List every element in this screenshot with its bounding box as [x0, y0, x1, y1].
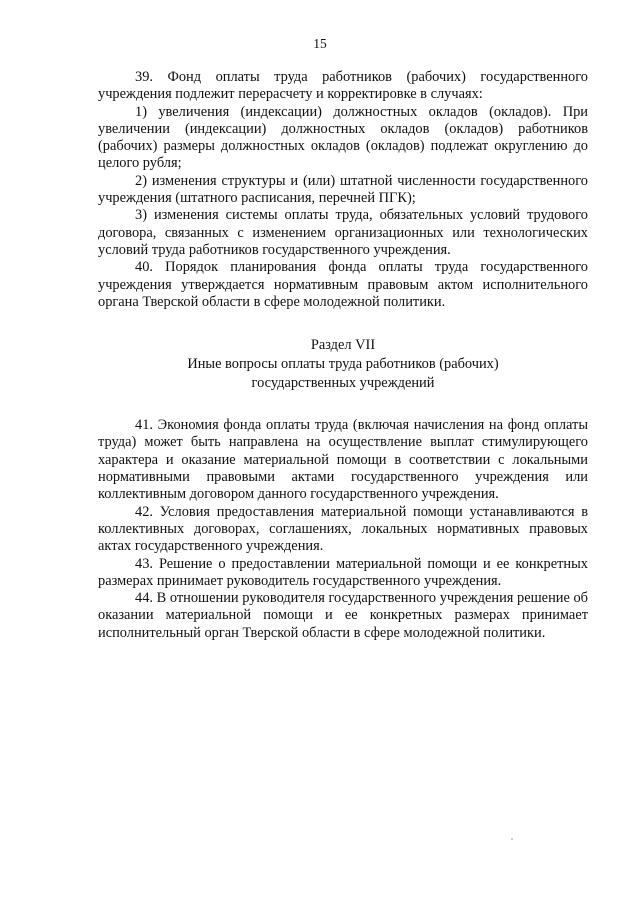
section-title-line-1: Иные вопросы оплаты труда работников (рабочих)	[187, 356, 499, 373]
list-item-3: 3) изменения системы оплаты труда, обязательных условий трудового договора, связанных с изменением организационных или технологических условий труда работников государственного учреждения.	[98, 207, 588, 258]
paragraph-39: 39. Фонд оплаты труда работников (рабочих) государственного учреждения подлежит перерасчету и корректировке в случаях:	[98, 69, 588, 103]
section-number: Раздел VII	[310, 337, 376, 354]
paragraph-40: 40. Порядок планирования фонда оплаты труда государственного учреждения утверждается нормативным правовым актом исполнительного органа Тверской области в сфере молодежной политики.	[98, 259, 588, 310]
section-heading	[98, 336, 588, 393]
list-item-1: 1) увеличения (индексации) должностных окладов (окладов). При увеличении (индексации) должностных окладов (окладов) работников (рабочих) размеры должностных окладов (окладов) подлежат округлению до целого рубля;	[98, 103, 588, 172]
paragraph-41: 41. Экономия фонда оплаты труда (включая начисления на фонд оплаты труда) может быть направлена на осуществление выплат стимулирующего характера и оказание материальной помощи в соответствии с локальными нормативными правовыми актами государственного учреждения или коллективным договором данного государственного учреждения.	[98, 417, 588, 503]
paragraph-43: 43. Решение о предоставлении материальной помощи и ее конкретных размерах принимает руководитель государственного учреждения.	[98, 555, 588, 589]
scan-speck	[511, 838, 513, 840]
paragraph-44: 44. В отношении руководителя государственного учреждения решение об оказании материальной помощи и ее конкретных размерах принимает исполнительный орган Тверской области в сфере молодежной политики.	[98, 590, 588, 641]
section-title-line-2: государственных учреждений	[251, 375, 435, 392]
paragraph-42: 42. Условия предоставления материальной помощи устанавливаются в коллективных договорах, соглашениях, локальных нормативных правовых актах государственного учреждения.	[98, 503, 588, 555]
page-number: 15	[313, 36, 327, 51]
document-body	[98, 69, 588, 642]
list-item-2: 2) изменения структуры и (или) штатной численности государственного учреждения (штатного расписания, перечней ПГК);	[98, 172, 588, 207]
